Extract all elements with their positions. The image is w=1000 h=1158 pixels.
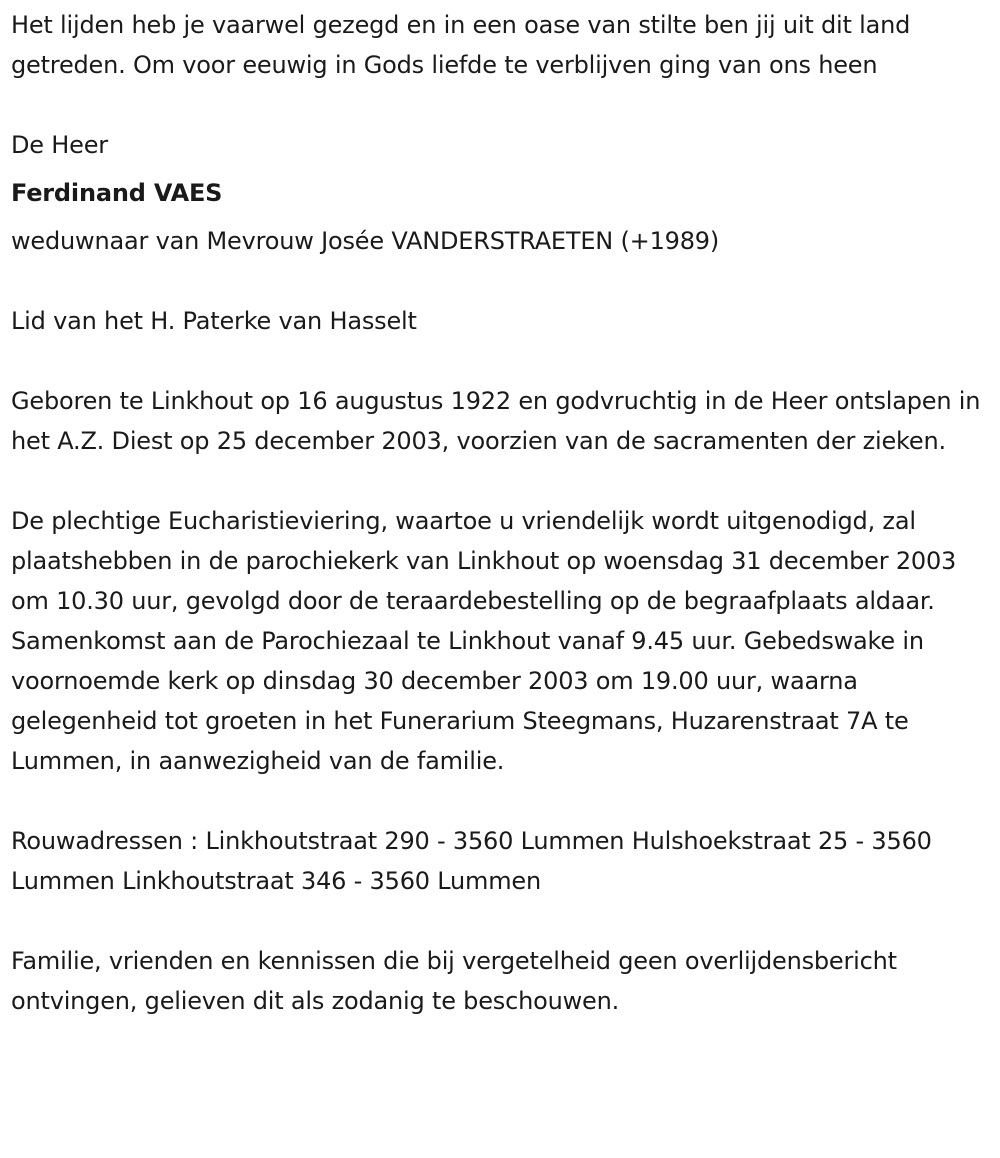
spacer: [11, 901, 991, 941]
membership-line: Lid van het H. Paterke van Hasselt: [11, 307, 417, 335]
spacer: [11, 341, 991, 381]
spacer: [11, 85, 991, 125]
addresses-paragraph: Rouwadressen : Linkhoutstraat 290 - 3560 Lummen Hulshoekstraat 25 - 3560 Lummen Linkhoutstraat 346 - 3560 Lummen: [11, 827, 932, 895]
spacer: [11, 781, 991, 821]
spouse-line: weduwnaar van Mevrouw Josée VANDERSTRAETEN (+1989): [11, 227, 720, 255]
spacer: [11, 461, 991, 501]
birth-death-paragraph: Geboren te Linkhout op 16 augustus 1922 en godvruchtig in de Heer ontslapen in het A.Z. Diest op 25 december 2003, voorzien van de sacramenten der zieken.: [11, 387, 981, 455]
deceased-name: Ferdinand VAES: [11, 179, 223, 207]
ceremony-paragraph: De plechtige Eucharistieviering, waartoe u vriendelijk wordt uitgenodigd, zal plaatshebben in de parochiekerk van Linkhout op woensdag 31 december 2003 om 10.30 uur, gevolgd door de teraardebestelling op de begraafplaats aldaar. Samenkomst aan de Parochiezaal te Linkhout vanaf 9.45 uur. Gebedswake in voornoemde kerk op dinsdag 30 december 2003 om 19.00 uur, waarna gelegenheid tot groeten in het Funerarium Steegmans, Huzarenstraat 7A te Lummen, in aanwezigheid van de familie.: [11, 507, 957, 775]
spacer: [11, 261, 991, 301]
salutation: De Heer: [11, 131, 108, 159]
obituary-document: [11, 5, 991, 1021]
closing-paragraph: Familie, vrienden en kennissen die bij vergetelheid geen overlijdensbericht ontvingen, gelieven dit als zodanig te beschouwen.: [11, 947, 897, 1015]
intro-paragraph: Het lijden heb je vaarwel gezegd en in een oase van stilte ben jij uit dit land getreden. Om voor eeuwig in Gods liefde te verblijven ging van ons heen: [11, 11, 911, 79]
